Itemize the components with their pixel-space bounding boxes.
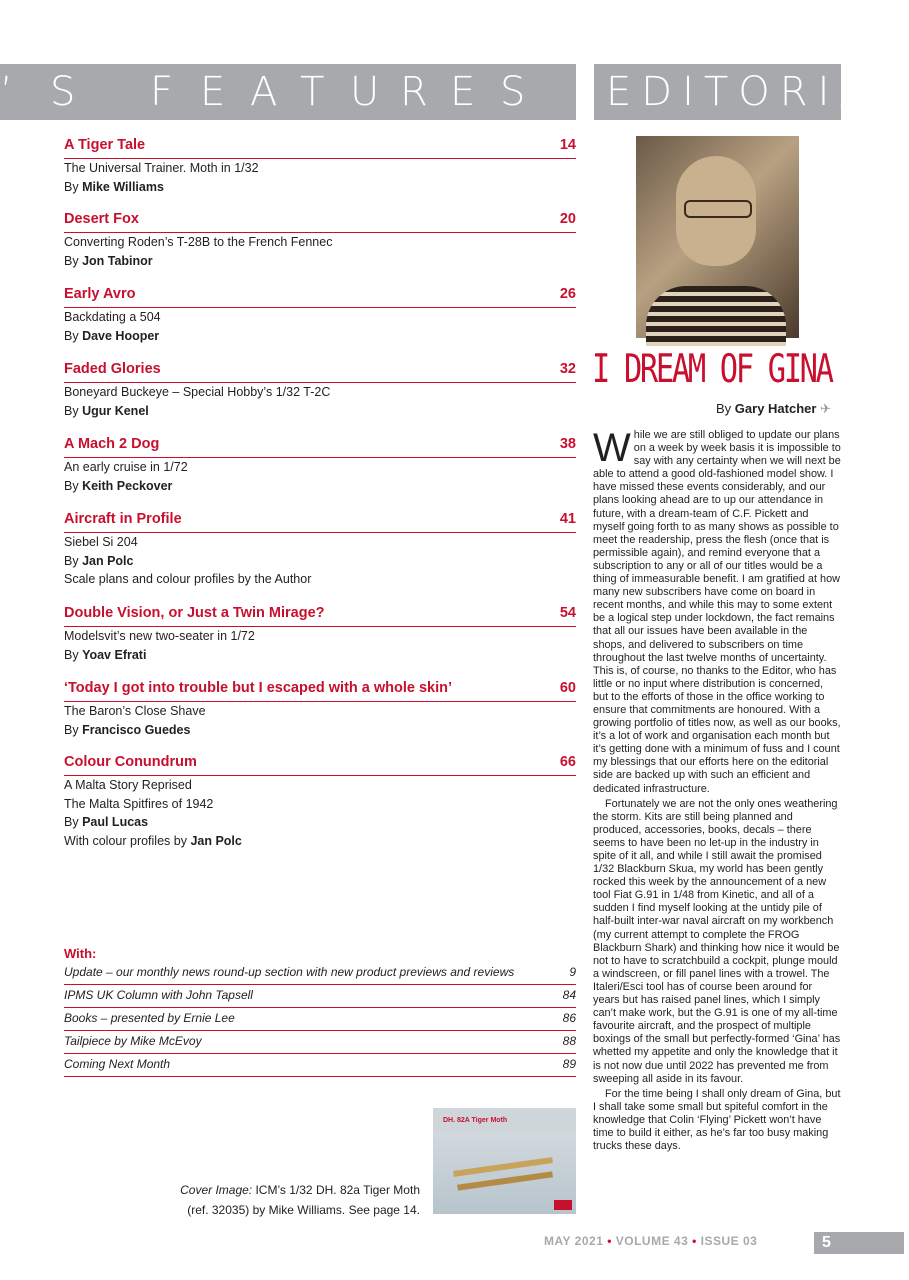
with-item-title: Coming Next Month [64,1057,171,1071]
features-heading [0,68,550,116]
feature-line-prefix: By [64,553,83,568]
editor-shirt [646,286,786,346]
plane-icon: ✈ [820,401,831,416]
with-list [64,962,576,1077]
features-heading-letter: ’ [0,69,13,115]
feature-page-number: 20 [559,211,576,227]
features-heading-letter: U [350,69,380,115]
feature-entry [64,510,576,589]
feature-page-number: 54 [559,605,576,621]
drop-cap: W [593,426,631,470]
page-number: 5 [822,1234,831,1251]
feature-author: Francisco Guedes [82,722,191,737]
feature-page-number: 14 [559,137,576,153]
with-item[interactable] [64,1054,576,1077]
feature-line-prefix: With colour profiles by [64,833,191,848]
with-item-page: 88 [562,1034,576,1048]
with-heading: With: [64,946,97,961]
feature-header [64,753,576,776]
feature-line: Siebel Si 204 [64,535,138,549]
editorial-body [593,426,841,1155]
feature-line-prefix: By [64,815,83,829]
feature-line: Modelsvit’s new two-seater in 1/72 [64,629,255,643]
features-heading-letter: S [500,69,526,115]
feature-author: Jan Polc [82,553,134,568]
feature-entry [64,604,576,664]
editorial-paragraph: Fortunately we are not the only ones weathering the storm. Kits are still being planned and produced, accessories, books, decals – there seems to have been no let-up in the industry in spite of it all, and while I still await the promised 1/32 Blackburn Skua, my world has been gently rocked this week by the announcement of a new tool Fiat G.91 in 1/48 from Kinetic, and all of a sudden I find myself looking at the untidy pile of half-built inter-war naval aircraft on my workbench (my current attempt to complete the FROG Blackburn Shark) and thinking how nice it would be not to have to scratchbuild a cockpit, plunge mould a windscreen, or fill panel lines with a trowel. The Italeri/Esci tool has of course been around for years but has raised panel lines, which I simply can’t make work, but the G.91 is one of my all-time favourite aircraft, and the prospect of multiple boxings of the small but perfectly-formed ‘Gina’ has whetted my appetite and only the knowledge that it is not now due until 2022 has prevented me from sweeping all aside in its favour. [593,797,841,1085]
feature-line: A Malta Story Reprised [64,778,192,792]
paragraph-text: hile we are still obliged to update our plans on a week by week basis it is impossible to say with any certainty when we will next be able to attend a good old-fashioned model show. I have missed these events considerably, and our plans looking ahead are to up our attendance in future, with a dream-team of C.F. Pickett and myself going forth to as many shows as possible to meet the readership, press the flesh (once that is permissible again), and remind everyone that a subscription to any or all of our titles would be a thing of immeasurable benefit. I am gratified at how many new subscribers have come on board in recent months, and while this may to some extent be a logical step under lockdown, the fact remains that all our issues have been available in the shops, and delivered to subscribers on time throughout the last twelve months of uncertainty. This is, of course, no thanks to the Editor, who has little or no input where distribution is concerned, but to the efforts of those in the office working to ensure that commitments are honoured. With a growing portfolio of titles now, as well as our books, it’s a lot of work and organisation each month but it’s getting done with a minimum of fuss and I count my blessings that our efforts here on the editorial side are backed up with such an efficient and dedicated infrastructure. [593,429,841,795]
feature-entry [64,285,576,345]
feature-title[interactable]: A Tiger Tale [64,137,146,153]
feature-line: The Baron’s Close Shave [64,704,206,718]
folio-separator: • [603,1234,616,1248]
feature-line [64,646,576,665]
feature-author: Jan Polc [190,833,242,848]
with-item-page: 9 [569,965,576,979]
feature-header [64,510,576,533]
caption-line2: (ref. 32035) by Mike Williams. See page 14. [187,1203,420,1217]
features-heading-letter: R [400,69,428,115]
editorial-paragraph: For the time being I shall only dream of Gina, but I shall take some small but spiteful comfort in the knowledge that Colin ‘Flying’ Pickett won’t have time to build it either, as he’s far too busy making trucks these days. [593,1087,841,1153]
with-item-title: Update – our monthly news round-up section with new product previews and reviews [64,965,515,979]
feature-line-prefix: By [64,647,83,662]
feature-title[interactable]: Aircraft in Profile [64,511,182,527]
feature-page-number: 60 [559,680,576,696]
feature-header [64,285,576,308]
feature-entry [64,753,576,850]
features-heading-letter: F [150,69,174,115]
feature-line [64,813,576,832]
feature-header [64,136,576,159]
byline-author: Gary Hatcher [734,401,817,416]
with-item-page: 89 [562,1057,576,1071]
feature-line [64,402,576,421]
feature-title[interactable]: Double Vision, or Just a Twin Mirage? [64,605,325,621]
feature-line-prefix: By [64,722,83,737]
feature-line [64,252,576,271]
editorial-paragraph [593,426,841,796]
feature-line: Scale plans and colour profiles by the Author [64,572,312,586]
feature-title[interactable]: Desert Fox [64,211,139,227]
feature-author: Keith Peckover [82,478,173,493]
feature-header [64,604,576,627]
feature-entry [64,679,576,739]
feature-line: Backdating a 504 [64,310,161,324]
feature-header [64,435,576,458]
byline-prefix: By [716,401,735,416]
editor-photo [636,136,799,338]
feature-header [64,210,576,233]
feature-line-prefix: By [64,328,83,343]
feature-entry [64,360,576,420]
feature-line [64,832,576,851]
folio-month: MAY 2021 [544,1234,604,1248]
feature-title[interactable]: ‘Today I got into trouble but I escaped with a whole skin’ [64,680,453,696]
with-item-page: 84 [562,988,576,1002]
caption-label: Cover Image: [180,1183,253,1197]
features-heading-letter: T [300,69,325,115]
feature-page-number: 38 [559,436,576,452]
feature-line-prefix: By [64,403,83,418]
with-item[interactable] [64,962,576,985]
features-heading-letter: A [250,69,278,115]
feature-entry [64,210,576,270]
with-item-title: IPMS UK Column with John Tapsell [64,988,253,1002]
feature-line [64,178,576,197]
feature-page-number: 32 [559,361,576,377]
features-heading-letter: E [200,69,226,115]
feature-page-number: 66 [559,754,576,770]
feature-header [64,360,576,383]
editorial-title: I DREAM OF GINA [592,347,832,392]
feature-line-prefix: By [64,179,83,194]
feature-title[interactable]: Faded Glories [64,361,161,377]
feature-title[interactable]: Colour Conundrum [64,754,197,770]
page-number-box [814,1232,904,1254]
caption-line1: ICM’s 1/32 DH. 82a Tiger Moth [252,1183,420,1197]
editor-glasses [684,200,752,218]
new-badge [554,1200,572,1210]
feature-entry [64,136,576,196]
feature-line: The Universal Trainer. Moth in 1/32 [64,161,259,175]
features-heading-letter: E [450,69,476,115]
editorial-header-band [594,64,909,120]
folio-separator: • [688,1234,701,1248]
feature-author: Yoav Efrati [82,647,147,662]
feature-author: Ugur Kenel [82,403,149,418]
feature-author: Mike Williams [82,179,164,194]
feature-line [64,477,576,496]
feature-line: An early cruise in 1/72 [64,460,188,474]
features-heading-letter: S [50,69,76,115]
feature-title[interactable]: A Mach 2 Dog [64,436,160,452]
feature-line: The Malta Spitfires of 1942 [64,796,214,811]
feature-title[interactable]: Early Avro [64,286,136,302]
with-item-title: Tailpiece by Mike McEvoy [64,1034,202,1048]
feature-author: Paul Lucas [82,815,149,829]
editorial-heading: EDITORIAL [606,69,909,115]
with-item-title: Books – presented by Ernie Lee [64,1011,235,1025]
feature-line [64,721,576,740]
feature-author: Jon Tabinor [82,253,153,268]
features-header-band [0,64,576,120]
feature-line: Boneyard Buckeye – Special Hobby’s 1/32 T-2C [64,385,331,399]
editorial-byline [716,401,831,417]
feature-entry [64,435,576,495]
folio [544,1234,757,1248]
feature-line: Converting Roden’s T-28B to the French Fennec [64,235,333,249]
with-item[interactable] [64,1008,576,1031]
cover-thumbnail [433,1108,576,1214]
folio-issue: ISSUE 03 [700,1234,758,1248]
feature-author: Dave Hooper [82,328,160,343]
cover-caption [140,1180,420,1220]
feature-line [64,327,576,346]
cover-title: DH. 82A Tiger Moth [443,1117,508,1124]
feature-line-prefix: By [64,253,83,268]
feature-line [64,552,576,571]
feature-header [64,679,576,702]
folio-volume: VOLUME 43 [615,1234,689,1248]
with-item[interactable] [64,1031,576,1054]
feature-page-number: 26 [559,286,576,302]
with-item[interactable] [64,985,576,1008]
with-item-page: 86 [562,1011,576,1025]
feature-page-number: 41 [559,511,576,527]
feature-line-prefix: By [64,478,83,493]
